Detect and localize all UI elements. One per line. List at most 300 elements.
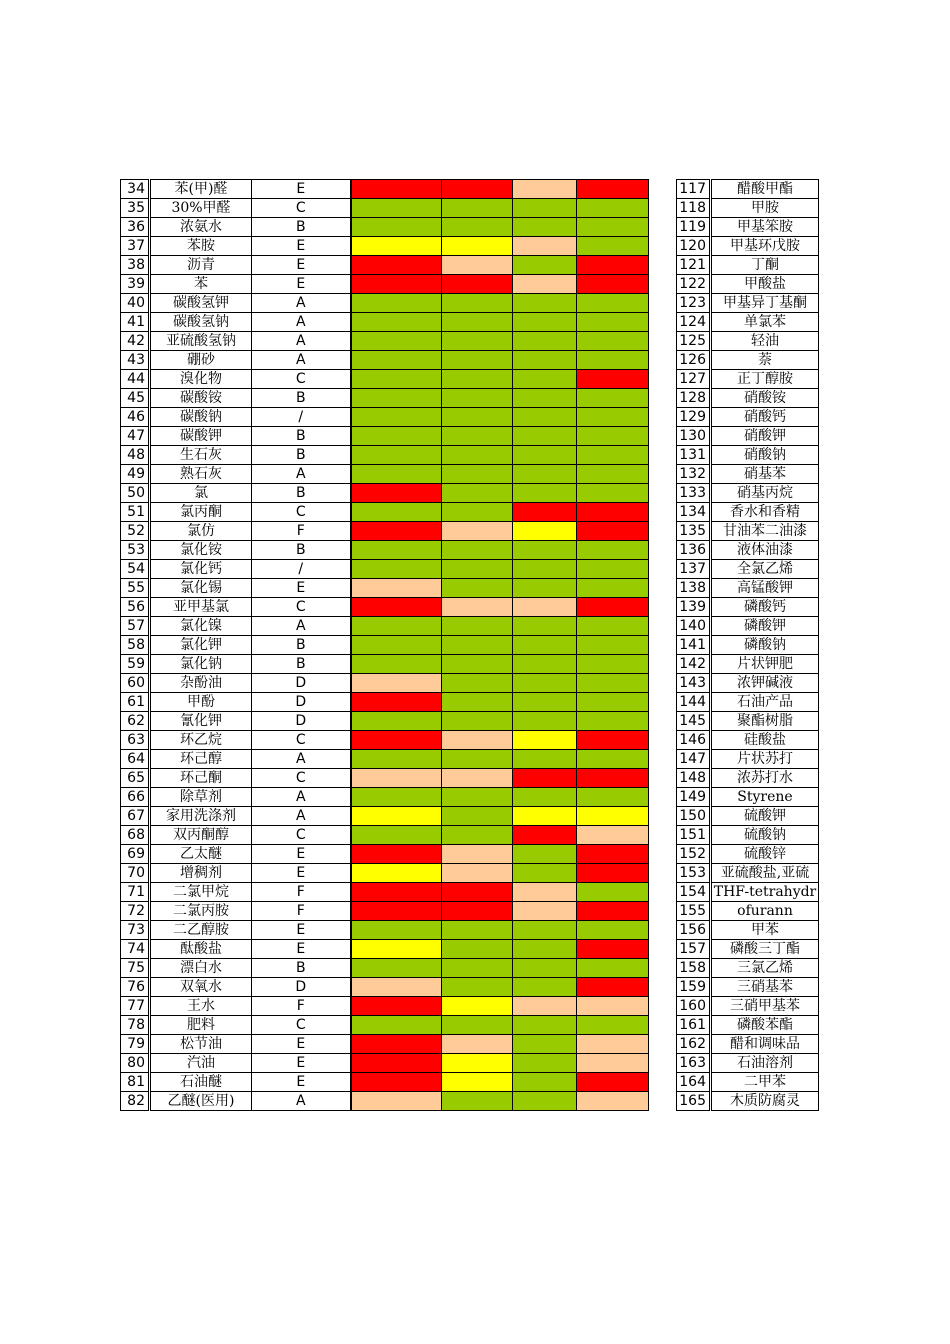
chemical-name: 硼砂 [150, 351, 252, 370]
chemical-name: 氯化镍 [150, 617, 252, 636]
rating-cell [351, 560, 442, 579]
rating-cell [577, 294, 649, 313]
rating-cell [577, 845, 649, 864]
chemical-name: 浓氨水 [150, 218, 252, 237]
table-row [121, 712, 649, 731]
resistance-grade: E [252, 864, 351, 883]
rating-cell [513, 807, 577, 826]
chemical-name: 熟石灰 [150, 465, 252, 484]
rating-cell [442, 1035, 513, 1054]
resistance-grade: F [252, 883, 351, 902]
table-row [677, 693, 819, 712]
resistance-grade: D [252, 712, 351, 731]
rating-cell [577, 826, 649, 845]
row-number: 157 [677, 940, 711, 959]
chemical-name: 松节油 [150, 1035, 252, 1054]
row-number: 42 [121, 332, 150, 351]
rating-cell [513, 218, 577, 237]
rating-cell [577, 883, 649, 902]
rating-cell [351, 199, 442, 218]
table-row [121, 902, 649, 921]
table-row [677, 332, 819, 351]
rating-cell [351, 845, 442, 864]
rating-cell [351, 237, 442, 256]
rating-cell [577, 864, 649, 883]
rating-cell [442, 655, 513, 674]
chemical-name: 甘油苯二油漆 [711, 522, 819, 541]
resistance-grade: D [252, 693, 351, 712]
table-row [677, 351, 819, 370]
chemical-name: 磷酸三丁酯 [711, 940, 819, 959]
resistance-grade: A [252, 332, 351, 351]
chemical-name: 正丁醇胺 [711, 370, 819, 389]
resistance-grade: E [252, 1073, 351, 1092]
rating-cell [577, 541, 649, 560]
row-number: 35 [121, 199, 150, 218]
table-row [677, 617, 819, 636]
resistance-grade: E [252, 579, 351, 598]
rating-cell [577, 579, 649, 598]
rating-cell [577, 256, 649, 275]
chemical-name: 石油产品 [711, 693, 819, 712]
rating-cell [351, 465, 442, 484]
rating-cell [442, 427, 513, 446]
table-row [121, 351, 649, 370]
table-row [121, 997, 649, 1016]
table-row [677, 1073, 819, 1092]
table-row [677, 446, 819, 465]
rating-cell [442, 731, 513, 750]
row-number: 127 [677, 370, 711, 389]
resistance-grade: B [252, 484, 351, 503]
table-row [121, 598, 649, 617]
rating-cell [577, 275, 649, 294]
rating-cell [513, 864, 577, 883]
rating-cell [513, 769, 577, 788]
resistance-grade: F [252, 522, 351, 541]
rating-cell [442, 864, 513, 883]
rating-cell [351, 389, 442, 408]
rating-cell [351, 522, 442, 541]
row-number: 53 [121, 541, 150, 560]
rating-cell [351, 484, 442, 503]
rating-cell [513, 940, 577, 959]
rating-cell [351, 598, 442, 617]
chemical-name: 三硝基苯 [711, 978, 819, 997]
rating-cell [351, 1073, 442, 1092]
resistance-grade: A [252, 750, 351, 769]
rating-cell [442, 522, 513, 541]
chemical-name: 单氯苯 [711, 313, 819, 332]
chemical-name: 甲基笨胺 [711, 218, 819, 237]
rating-cell [442, 560, 513, 579]
chemical-name: 二氯丙胺 [150, 902, 252, 921]
chemical-name: Styrene [711, 788, 819, 807]
rating-cell [577, 1035, 649, 1054]
table-row [121, 522, 649, 541]
rating-cell [442, 180, 513, 199]
rating-cell [577, 731, 649, 750]
rating-cell [351, 446, 442, 465]
rating-cell [513, 370, 577, 389]
table-row [121, 503, 649, 522]
rating-cell [351, 1035, 442, 1054]
table-row [121, 959, 649, 978]
table-row [121, 788, 649, 807]
chemical-name: 硝酸钾 [711, 427, 819, 446]
row-number: 156 [677, 921, 711, 940]
rating-cell [513, 959, 577, 978]
resistance-grade: F [252, 997, 351, 1016]
rating-cell [577, 807, 649, 826]
table-row [121, 1073, 649, 1092]
table-row [121, 883, 649, 902]
row-number: 117 [677, 180, 711, 199]
row-number: 147 [677, 750, 711, 769]
chemical-name: 氯化钙 [150, 560, 252, 579]
chemical-name: 环乙烷 [150, 731, 252, 750]
resistance-grade: / [252, 408, 351, 427]
rating-cell [442, 351, 513, 370]
row-number: 79 [121, 1035, 150, 1054]
row-number: 152 [677, 845, 711, 864]
table-row [121, 769, 649, 788]
rating-cell [442, 579, 513, 598]
rating-cell [351, 731, 442, 750]
rating-cell [577, 598, 649, 617]
row-number: 162 [677, 1035, 711, 1054]
row-number: 124 [677, 313, 711, 332]
rating-cell [513, 560, 577, 579]
chemical-name: 甲酚 [150, 693, 252, 712]
row-number: 159 [677, 978, 711, 997]
row-number: 41 [121, 313, 150, 332]
table-row [121, 465, 649, 484]
row-number: 130 [677, 427, 711, 446]
rating-cell [513, 693, 577, 712]
row-number: 131 [677, 446, 711, 465]
row-number: 155 [677, 902, 711, 921]
row-number: 150 [677, 807, 711, 826]
chemical-name: 乙醚(医用) [150, 1092, 252, 1111]
row-number: 56 [121, 598, 150, 617]
rating-cell [442, 218, 513, 237]
rating-cell [442, 199, 513, 218]
row-number: 140 [677, 617, 711, 636]
resistance-grade: C [252, 731, 351, 750]
rating-cell [351, 921, 442, 940]
table-row [677, 731, 819, 750]
row-number: 136 [677, 541, 711, 560]
chemical-name: 亚甲基氯 [150, 598, 252, 617]
chemical-name: 肥料 [150, 1016, 252, 1035]
table-row [677, 997, 819, 1016]
row-number: 39 [121, 275, 150, 294]
chemical-name: 亚硫酸盐,亚硫 [711, 864, 819, 883]
chemical-name: 汽油 [150, 1054, 252, 1073]
table-row [121, 332, 649, 351]
chemical-name: 醋和调味品 [711, 1035, 819, 1054]
chemical-name: 硝酸钠 [711, 446, 819, 465]
rating-cell [577, 465, 649, 484]
row-number: 36 [121, 218, 150, 237]
row-number: 149 [677, 788, 711, 807]
rating-cell [577, 750, 649, 769]
chemical-name: 液体油漆 [711, 541, 819, 560]
chemical-name: 磷酸钙 [711, 598, 819, 617]
table-row [677, 484, 819, 503]
row-number: 142 [677, 655, 711, 674]
rating-cell [577, 693, 649, 712]
rating-cell [577, 788, 649, 807]
table-row [677, 256, 819, 275]
chemical-name: 硫酸锌 [711, 845, 819, 864]
table-row [677, 522, 819, 541]
row-number: 54 [121, 560, 150, 579]
rating-cell [513, 731, 577, 750]
rating-cell [442, 978, 513, 997]
rating-cell [351, 959, 442, 978]
table-row [121, 275, 649, 294]
table-row [677, 294, 819, 313]
rating-cell [577, 636, 649, 655]
table-row [677, 845, 819, 864]
resistance-grade: E [252, 180, 351, 199]
rating-cell [442, 446, 513, 465]
table-row [677, 864, 819, 883]
chemical-name: 二甲苯 [711, 1073, 819, 1092]
table-row [121, 750, 649, 769]
table-row [121, 446, 649, 465]
table-row [677, 503, 819, 522]
table-row [677, 370, 819, 389]
chemical-name: 氯化钠 [150, 655, 252, 674]
table-row [677, 807, 819, 826]
row-number: 77 [121, 997, 150, 1016]
rating-cell [513, 199, 577, 218]
chemical-name: 硝酸铵 [711, 389, 819, 408]
row-number: 143 [677, 674, 711, 693]
row-number: 38 [121, 256, 150, 275]
rating-cell [442, 617, 513, 636]
rating-cell [351, 1092, 442, 1111]
resistance-grade: E [252, 275, 351, 294]
table-row [677, 959, 819, 978]
rating-cell [351, 408, 442, 427]
resistance-grade: E [252, 845, 351, 864]
rating-cell [577, 522, 649, 541]
table-row [121, 655, 649, 674]
chemical-name: 甲苯 [711, 921, 819, 940]
row-number: 145 [677, 712, 711, 731]
row-number: 82 [121, 1092, 150, 1111]
chemical-name: 氯仿 [150, 522, 252, 541]
table-row [677, 750, 819, 769]
rating-cell [577, 712, 649, 731]
rating-cell [351, 712, 442, 731]
rating-cell [351, 180, 442, 199]
row-number: 125 [677, 332, 711, 351]
rating-cell [351, 636, 442, 655]
row-number: 78 [121, 1016, 150, 1035]
table-row [121, 921, 649, 940]
rating-cell [513, 1073, 577, 1092]
table-row [121, 370, 649, 389]
rating-cell [442, 959, 513, 978]
row-number: 69 [121, 845, 150, 864]
row-number: 119 [677, 218, 711, 237]
rating-cell [513, 788, 577, 807]
table-row [121, 237, 649, 256]
resistance-grade: B [252, 636, 351, 655]
rating-cell [351, 655, 442, 674]
table-row [121, 541, 649, 560]
table-row [677, 275, 819, 294]
rating-cell [442, 389, 513, 408]
table-row [121, 731, 649, 750]
rating-cell [513, 1092, 577, 1111]
row-number: 37 [121, 237, 150, 256]
rating-cell [513, 313, 577, 332]
chemical-name: 双丙酮醇 [150, 826, 252, 845]
row-number: 80 [121, 1054, 150, 1073]
chemical-name: 硝基苯 [711, 465, 819, 484]
rating-cell [513, 845, 577, 864]
table-row [121, 427, 649, 446]
chemical-name: 乙太醚 [150, 845, 252, 864]
resistance-grade: / [252, 560, 351, 579]
chemical-name: 甲胺 [711, 199, 819, 218]
row-number: 66 [121, 788, 150, 807]
chemical-name: 聚酯树脂 [711, 712, 819, 731]
chemical-name: 漂白水 [150, 959, 252, 978]
row-number: 126 [677, 351, 711, 370]
row-number: 123 [677, 294, 711, 313]
chemical-name: ofurann [711, 902, 819, 921]
resistance-grade: B [252, 655, 351, 674]
rating-cell [577, 503, 649, 522]
chemical-name: 甲酸盐 [711, 275, 819, 294]
rating-cell [442, 674, 513, 693]
row-number: 76 [121, 978, 150, 997]
rating-cell [351, 750, 442, 769]
rating-cell [442, 237, 513, 256]
chemical-name: 碳酸氢钠 [150, 313, 252, 332]
rating-cell [577, 313, 649, 332]
resistance-grade: B [252, 218, 351, 237]
rating-cell [513, 503, 577, 522]
row-number: 160 [677, 997, 711, 1016]
resistance-grade: C [252, 598, 351, 617]
table-row [121, 1092, 649, 1111]
rating-cell [513, 978, 577, 997]
rating-cell [442, 313, 513, 332]
rating-cell [513, 826, 577, 845]
row-number: 146 [677, 731, 711, 750]
rating-cell [513, 351, 577, 370]
chemical-name: 环己醇 [150, 750, 252, 769]
rating-cell [577, 389, 649, 408]
resistance-grade: B [252, 427, 351, 446]
chemical-name: THF-tetrahydr [711, 883, 819, 902]
table-row [121, 256, 649, 275]
rating-cell [513, 921, 577, 940]
rating-cell [577, 1073, 649, 1092]
chemical-name: 增稠剂 [150, 864, 252, 883]
row-number: 154 [677, 883, 711, 902]
rating-cell [513, 1016, 577, 1035]
rating-cell [442, 940, 513, 959]
rating-cell [577, 427, 649, 446]
row-number: 161 [677, 1016, 711, 1035]
rating-cell [442, 1073, 513, 1092]
rating-cell [442, 788, 513, 807]
row-number: 137 [677, 560, 711, 579]
row-number: 50 [121, 484, 150, 503]
table-row [121, 1035, 649, 1054]
row-number: 122 [677, 275, 711, 294]
rating-cell [442, 1016, 513, 1035]
resistance-grade: E [252, 1054, 351, 1073]
chemical-name: 磷酸钠 [711, 636, 819, 655]
rating-cell [351, 788, 442, 807]
table-row [677, 921, 819, 940]
rating-cell [513, 332, 577, 351]
rating-cell [351, 1016, 442, 1035]
table-row [677, 788, 819, 807]
rating-cell [351, 370, 442, 389]
rating-cell [513, 1054, 577, 1073]
table-row [677, 579, 819, 598]
rating-cell [577, 370, 649, 389]
table-row [677, 237, 819, 256]
row-number: 59 [121, 655, 150, 674]
rating-cell [577, 674, 649, 693]
row-number: 135 [677, 522, 711, 541]
chemical-name: 浓钾碱液 [711, 674, 819, 693]
table-row [121, 560, 649, 579]
chemical-name: 浓苏打水 [711, 769, 819, 788]
row-number: 151 [677, 826, 711, 845]
table-row [677, 1035, 819, 1054]
resistance-grade: E [252, 1035, 351, 1054]
chemical-name: 二氯甲烷 [150, 883, 252, 902]
rating-cell [513, 180, 577, 199]
table-row [677, 465, 819, 484]
chemical-name: 全氯乙烯 [711, 560, 819, 579]
chemical-name: 氯化铵 [150, 541, 252, 560]
rating-cell [351, 218, 442, 237]
chemical-name: 三氯乙烯 [711, 959, 819, 978]
rating-cell [351, 826, 442, 845]
row-number: 43 [121, 351, 150, 370]
rating-cell [442, 636, 513, 655]
rating-cell [513, 1035, 577, 1054]
chemical-list-table-right [676, 179, 819, 1111]
rating-cell [351, 579, 442, 598]
chemical-name: 片状钾肥 [711, 655, 819, 674]
row-number: 68 [121, 826, 150, 845]
table-row [121, 313, 649, 332]
chemical-name: 氯化锡 [150, 579, 252, 598]
row-number: 138 [677, 579, 711, 598]
row-number: 62 [121, 712, 150, 731]
rating-cell [351, 997, 442, 1016]
rating-cell [577, 940, 649, 959]
row-number: 75 [121, 959, 150, 978]
resistance-grade: D [252, 674, 351, 693]
chemical-name: 硫酸钾 [711, 807, 819, 826]
